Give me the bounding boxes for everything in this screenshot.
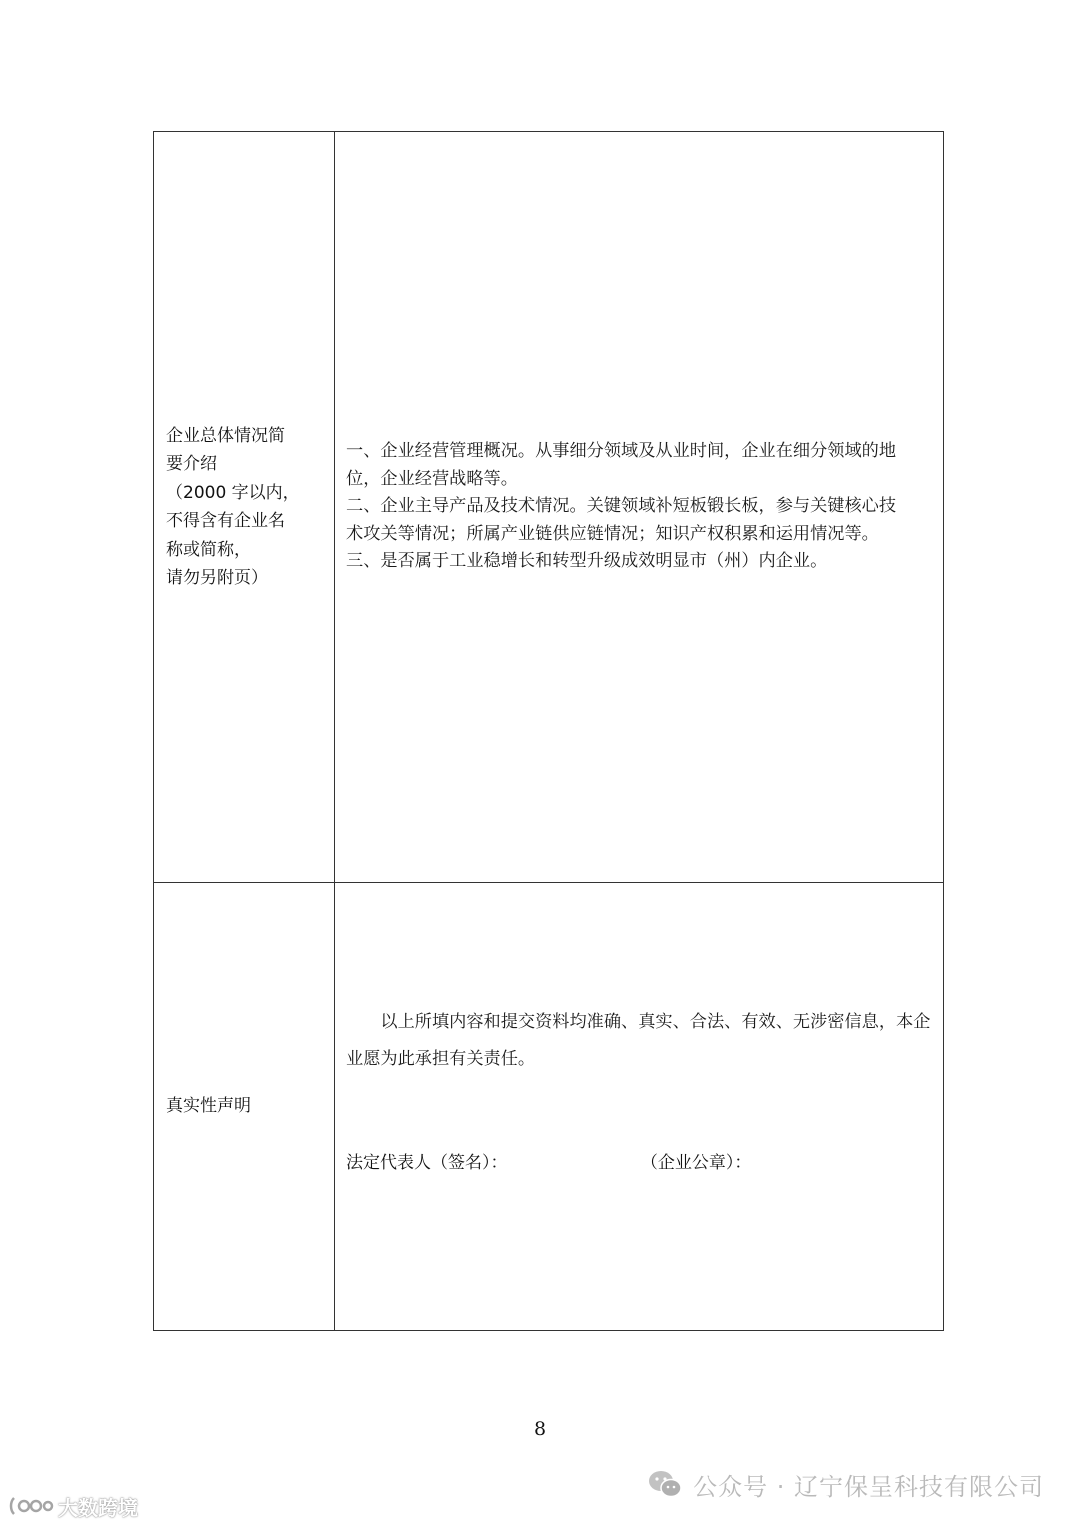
intro-label-line: 企业总体情况简 — [166, 425, 285, 446]
wechat-watermark — [647, 1464, 1044, 1504]
intro-label-line: 请勿另附页） — [166, 568, 268, 588]
intro-row — [154, 132, 944, 883]
declaration-label: 真实性声明 — [166, 1096, 251, 1117]
intro-label-cell — [154, 132, 335, 883]
intro-guidance-text — [346, 438, 933, 576]
intro-label-line: 称或简称， — [166, 539, 251, 560]
dashu-logo-icon — [8, 1494, 54, 1518]
page-number: 8 — [533, 1418, 547, 1440]
intro-guidance-line: 三、是否属于工业稳增长和转型升级成效明显市（州）内企业。 — [346, 551, 828, 572]
declaration-statement — [346, 1004, 933, 1078]
intro-label-line: 要介绍 — [166, 454, 217, 474]
intro-label-line: （2000 字以内， — [166, 482, 300, 503]
intro-label-line: 不得含有企业名 — [166, 511, 285, 531]
intro-content-cell[interactable] — [335, 132, 944, 883]
wechat-icon — [647, 1469, 683, 1499]
intro-guidance-line: 二、企业主导产品及技术情况。关键领域补短板锻长板，参与关键核心技 — [346, 496, 897, 517]
legal-representative-signature-label[interactable]: 法定代表人（签名）： — [346, 1153, 508, 1173]
signature-line — [346, 1148, 933, 1173]
intro-guidance-line: 术攻关等情况；所属产业链供应链情况；知识产权积累和运用情况等。 — [346, 523, 879, 544]
declaration-statement-text: 以上所填内容和提交资料均准确、真实、合法、有效、无涉密信息，本企业愿为此承担有关责任。 — [346, 1012, 931, 1069]
intro-guidance-line: 一、企业经营管理概况。从事细分领域及从业时间，企业在细分领域的地 — [346, 441, 897, 462]
dashu-watermark — [8, 1491, 138, 1521]
intro-guidance-line: 位，企业经营战略等。 — [346, 468, 518, 489]
application-form-table — [153, 131, 944, 1331]
company-seal-label[interactable]: （企业公章）： — [640, 1153, 752, 1173]
declaration-label-cell — [154, 883, 335, 1331]
dashu-watermark-text: 大数跨境 — [58, 1495, 138, 1520]
declaration-row — [154, 883, 944, 1331]
wechat-watermark-text: 公众号 · 辽宁保呈科技有限公司 — [693, 1472, 1044, 1501]
declaration-content-cell — [335, 883, 944, 1331]
